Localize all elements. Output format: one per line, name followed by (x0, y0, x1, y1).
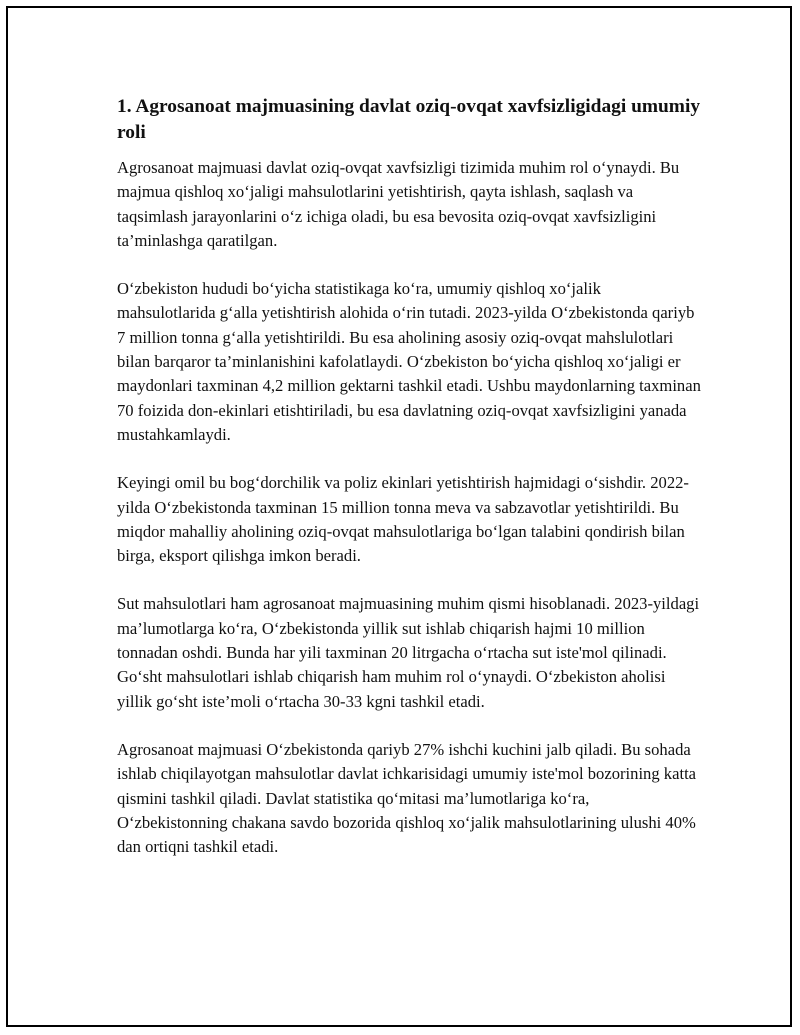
document-body (117, 94, 702, 883)
paragraph-intro: Agrosanoat majmuasi davlat oziq-ovqat xavfsizligi tizimida muhim rol o‘ynaydi. Bu majmua qishloq xo‘jaligi mahsulotlarini yetishtirish, qayta ishlash, saqlash va taqsimlash jarayonlarini o‘z ichiga oladi, bu esa bevosita oziq-ovqat xavfsizligini ta’minlashga qaratilgan. (117, 158, 680, 250)
paragraph-horticulture: Keyingi omil bu bog‘dorchilik va poliz ekinlari yetishtirish hajmidagi o‘sishdir. 2022-yilda O‘zbekistonda taxminan 15 million tonna meva va sabzavotlar yetishtirildi. Bu miqdor mahalliy aholining oziq-ovqat mahsulotlariga bo‘lgan talabini qondirish bilan birga, eksport qilishga imkon beradi. (117, 473, 689, 566)
section-heading: 1. Agrosanoat majmuasining davlat oziq-ovqat xavfsizligidagi umumiy roli (117, 96, 701, 143)
paragraph-labor-market: Agrosanoat majmuasi O‘zbekistonda qariyb 27% ishchi kuchini jalb qiladi. Bu sohada ishlab chiqilayotgan mahsulotlar davlat ichkarisidagi umumiy iste'mol bozorining katta qismini tashkil qiladi. Davlat statistika qo‘mitasi ma’lumotlariga ko‘ra, O‘zbekistonning chakana savdo bozorida qishloq xo‘jalik mahsulotlarining ulushi 40% dan ortiqni tashkil etadi. (117, 739, 697, 857)
paragraph-dairy-meat: Sut mahsulotlari ham agrosanoat majmuasining muhim qismi hisoblanadi. 2023-yildagi ma’lumotlarga ko‘ra, O‘zbekistonda yillik sut ishlab chiqarish hajmi 10 million tonnadan oshdi. Bunda har yili taxminan 20 litrgacha o‘rtacha sut iste'mol qilinadi. Go‘sht mahsulotlari ishlab chiqarish ham muhim rol o‘ynaydi. O‘zbekiston aholisi yillik go‘sht iste’moli o‘rtacha 30-33 kgni tashkil etadi. (117, 594, 700, 711)
paragraph-grain: O‘zbekiston hududi bo‘yicha statistikaga ko‘ra, umumiy qishloq xo‘jalik mahsulotlarida g‘alla yetishtirish alohida o‘rin tutadi. 2023-yilda O‘zbekistonda qariyb 7 million tonna g‘alla yetishtirildi. Bu esa aholining asosiy oziq-ovqat mahslulotlari bilan barqaror ta’minlanishini kafolatlaydi. O‘zbekiston bo‘yicha qishloq xo‘jaligi er maydonlari taxminan 4,2 million gektarni tashkil etadi. Ushbu maydonlarning taxminan 70 foizida don-ekinlari etishtiriladi, bu esa davlatning oziq-ovqat xavfsizligini yanada mustahkamlaydi. (117, 279, 701, 444)
